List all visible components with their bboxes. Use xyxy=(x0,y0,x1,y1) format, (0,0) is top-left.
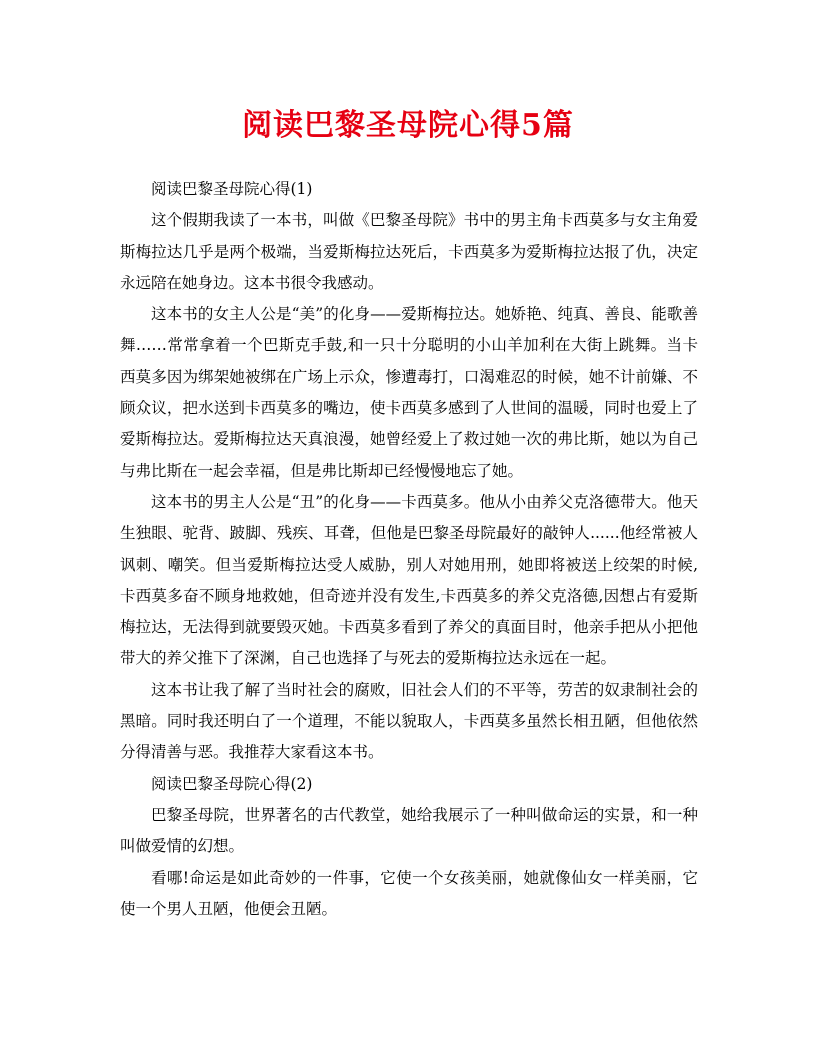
paragraph: 这本书的男主人公是“丑”的化身——卡西莫多。他从小由养父克洛德带大。他天生独眼、驼背、跛脚、残疾、耳聋，但他是巴黎圣母院最好的敲钟人......他经常被人讽刺、嘲笑。但当爱斯梅拉达受人威胁，别人对她用刑，她即将被送上绞架的时候,卡西莫多奋不顾身地救她，但奇迹并没有发生,卡西莫多的养父克洛德,因想占有爱斯梅拉达，无法得到就要毁灭她。卡西莫多看到了养父的真面目时，他亲手把从小把他带大的养父推下了深渊，自己也选择了与死去的爱斯梅拉达永远在一起。 xyxy=(120,492,698,668)
section-heading: 阅读巴黎圣母院心得(1) xyxy=(151,180,313,198)
section-heading: 阅读巴黎圣母院心得(2) xyxy=(151,774,313,793)
paragraph: 这本书让我了解了当时社会的腐败，旧社会人们的不平等，劳苦的奴隶制社会的黑暗。同时我还明白了一个道理，不能以貌取人，卡西莫多虽然长相丑陋，但他依然分得清善与恶。我推荐大家看这本书。 xyxy=(120,680,698,762)
document-body xyxy=(120,174,698,925)
paragraph: 这本书的女主人公是“美”的化身——爱斯梅拉达。她娇艳、纯真、善良、能歌善舞……常常拿着一个巴斯克手鼓,和一只十分聪明的小山羊加利在大街上跳舞。当卡西莫多因为绑架她被绑在广场上示众，惨遭毒打，口渴难忍的时候，她不计前嫌、不顾众议，把水送到卡西莫多的嘴边，使卡西莫多感到了人世间的温暖，同时也爱上了爱斯梅拉达。爱斯梅拉达天真浪漫，她曾经爱上了救过她一次的弗比斯，她以为自己与弗比斯在一起会幸福，但是弗比斯却已经慢慢地忘了她。 xyxy=(120,305,698,480)
paragraph: 巴黎圣母院，世界著名的古代教堂，她给我展示了一种叫做命运的实景，和一种叫做爱情的幻想。 xyxy=(120,805,698,856)
paragraph: 看哪!命运是如此奇妙的一件事，它使一个女孩美丽，她就像仙女一样美丽，它使一个男人丑陋，他便会丑陋。 xyxy=(120,868,698,918)
paragraph: 这个假期我读了一本书，叫做《巴黎圣母院》书中的男主角卡西莫多与女主角爱斯梅拉达几乎是两个极端，当爱斯梅拉达死后，卡西莫多为爱斯梅拉达报了仇，决定永远陪在她身边。这本书很令我感动。 xyxy=(120,211,698,292)
document-title: 阅读巴黎圣母院心得5篇 xyxy=(242,108,574,143)
